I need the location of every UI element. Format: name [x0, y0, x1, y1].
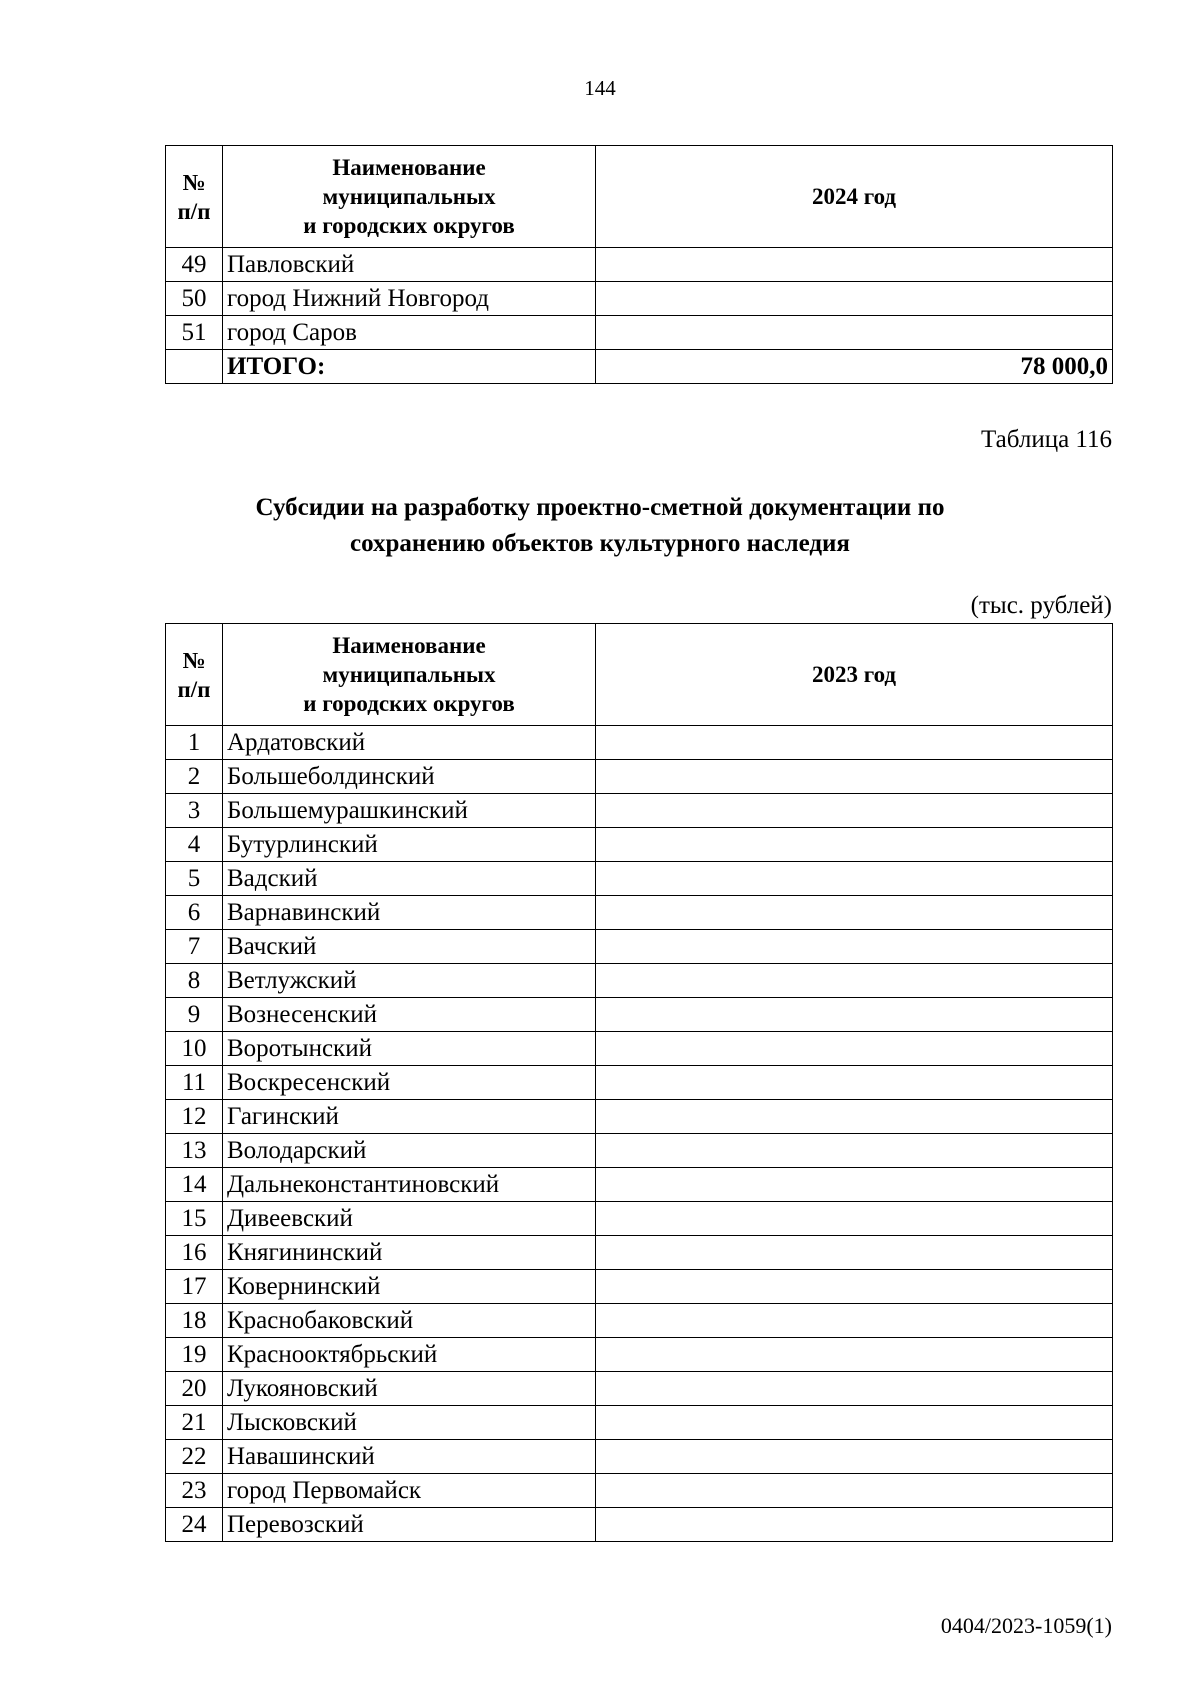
table-header-row [166, 624, 1113, 726]
row-number: 5 [166, 862, 223, 896]
municipality-name: Дивеевский [223, 1202, 596, 1236]
table-header-row [166, 146, 1113, 248]
municipality-name: Дальнеконстантиновский [223, 1168, 596, 1202]
row-number: 20 [166, 1372, 223, 1406]
municipality-name: Краснобаковский [223, 1304, 596, 1338]
municipality-name: Княгининский [223, 1236, 596, 1270]
row-number: 11 [166, 1066, 223, 1100]
row-number: 7 [166, 930, 223, 964]
amount-cell [596, 998, 1113, 1032]
municipality-name: Вадский [223, 862, 596, 896]
header-number: № п/п [166, 624, 223, 726]
municipality-name: Воскресенский [223, 1066, 596, 1100]
amount-cell [596, 794, 1113, 828]
row-number: 4 [166, 828, 223, 862]
page-number: 144 [584, 76, 616, 100]
table-row [166, 794, 1113, 828]
header-number: № п/п [166, 146, 223, 248]
municipality-name: Воротынский [223, 1032, 596, 1066]
municipality-name: Ветлужский [223, 964, 596, 998]
amount-cell [596, 828, 1113, 862]
table-row [166, 1440, 1113, 1474]
municipality-name: Бутурлинский [223, 828, 596, 862]
municipality-name: Ковернинский [223, 1270, 596, 1304]
municipality-name: Краснооктябрьский [223, 1338, 596, 1372]
amount-cell [596, 1508, 1113, 1542]
table-row [166, 1508, 1113, 1542]
row-number: 50 [166, 282, 223, 316]
municipality-name: город Нижний Новгород [223, 282, 596, 316]
table-row [166, 1100, 1113, 1134]
row-number: 17 [166, 1270, 223, 1304]
municipality-name: Лукояновский [223, 1372, 596, 1406]
row-number: 49 [166, 248, 223, 282]
row-number: 51 [166, 316, 223, 350]
municipality-name: Варнавинский [223, 896, 596, 930]
units-note: (тыс. рублей) [970, 592, 1112, 619]
row-number: 18 [166, 1304, 223, 1338]
amount-cell [596, 1032, 1113, 1066]
total-row [166, 350, 1113, 384]
municipality-name: Павловский [223, 248, 596, 282]
municipality-name: Вачский [223, 930, 596, 964]
amount-cell [596, 316, 1113, 350]
table-row [166, 1270, 1113, 1304]
total-number-cell [166, 350, 223, 384]
amount-cell [596, 1134, 1113, 1168]
row-number: 22 [166, 1440, 223, 1474]
municipality-name: город Первомайск [223, 1474, 596, 1508]
amount-cell [596, 964, 1113, 998]
amount-cell [596, 896, 1113, 930]
row-number: 21 [166, 1406, 223, 1440]
row-number: 9 [166, 998, 223, 1032]
table-row [166, 1236, 1113, 1270]
municipality-name: город Саров [223, 316, 596, 350]
amount-cell [596, 282, 1113, 316]
table-row [166, 1406, 1113, 1440]
table-row [166, 1168, 1113, 1202]
table-row [166, 1304, 1113, 1338]
amount-cell [596, 1474, 1113, 1508]
row-number: 1 [166, 726, 223, 760]
subsidies-table [165, 623, 1113, 1542]
table-row [166, 998, 1113, 1032]
total-value: 78 000,0 [596, 350, 1113, 384]
municipality-name: Лысковский [223, 1406, 596, 1440]
header-name: Наименование муниципальных и городских округов [223, 146, 596, 248]
municipality-name: Володарский [223, 1134, 596, 1168]
header-year: 2023 год [596, 624, 1113, 726]
amount-cell [596, 1372, 1113, 1406]
row-number: 19 [166, 1338, 223, 1372]
row-number: 12 [166, 1100, 223, 1134]
table-label: Таблица 116 [981, 426, 1112, 453]
municipality-name: Перевозский [223, 1508, 596, 1542]
table-title-line-1: Субсидии на разработку проектно-сметной документации по [255, 494, 945, 521]
table-row [166, 1202, 1113, 1236]
row-number: 23 [166, 1474, 223, 1508]
table-row [166, 828, 1113, 862]
row-number: 24 [166, 1508, 223, 1542]
table-continuation [165, 145, 1113, 384]
row-number: 3 [166, 794, 223, 828]
header-year: 2024 год [596, 146, 1113, 248]
amount-cell [596, 1270, 1113, 1304]
table-row [166, 760, 1113, 794]
table-row [166, 726, 1113, 760]
table-row [166, 282, 1113, 316]
table-row [166, 316, 1113, 350]
municipality-name: Большемурашкинский [223, 794, 596, 828]
amount-cell [596, 1338, 1113, 1372]
row-number: 14 [166, 1168, 223, 1202]
row-number: 2 [166, 760, 223, 794]
amount-cell [596, 1066, 1113, 1100]
row-number: 15 [166, 1202, 223, 1236]
row-number: 16 [166, 1236, 223, 1270]
amount-cell [596, 760, 1113, 794]
amount-cell [596, 1440, 1113, 1474]
row-number: 8 [166, 964, 223, 998]
municipality-name: Ардатовский [223, 726, 596, 760]
table-row [166, 1372, 1113, 1406]
table-row [166, 896, 1113, 930]
amount-cell [596, 726, 1113, 760]
table-row [166, 1066, 1113, 1100]
table-row [166, 1338, 1113, 1372]
municipality-name: Вознесенский [223, 998, 596, 1032]
amount-cell [596, 1236, 1113, 1270]
document-code: 0404/2023-1059(1) [940, 1613, 1112, 1638]
municipality-name: Навашинский [223, 1440, 596, 1474]
row-number: 13 [166, 1134, 223, 1168]
table-row [166, 930, 1113, 964]
amount-cell [596, 1304, 1113, 1338]
total-label: ИТОГО: [223, 350, 596, 384]
table-title-line-2: сохранению объектов культурного наследия [350, 530, 850, 557]
table-row [166, 862, 1113, 896]
amount-cell [596, 248, 1113, 282]
row-number: 6 [166, 896, 223, 930]
amount-cell [596, 1202, 1113, 1236]
amount-cell [596, 930, 1113, 964]
table-row [166, 1134, 1113, 1168]
amount-cell [596, 862, 1113, 896]
municipality-name: Гагинский [223, 1100, 596, 1134]
municipality-name: Большеболдинский [223, 760, 596, 794]
table-row [166, 1032, 1113, 1066]
header-name: Наименование муниципальных и городских округов [223, 624, 596, 726]
table-row [166, 1474, 1113, 1508]
table-title [0, 490, 1200, 562]
table-row [166, 964, 1113, 998]
row-number: 10 [166, 1032, 223, 1066]
amount-cell [596, 1100, 1113, 1134]
amount-cell [596, 1406, 1113, 1440]
amount-cell [596, 1168, 1113, 1202]
table-row [166, 248, 1113, 282]
